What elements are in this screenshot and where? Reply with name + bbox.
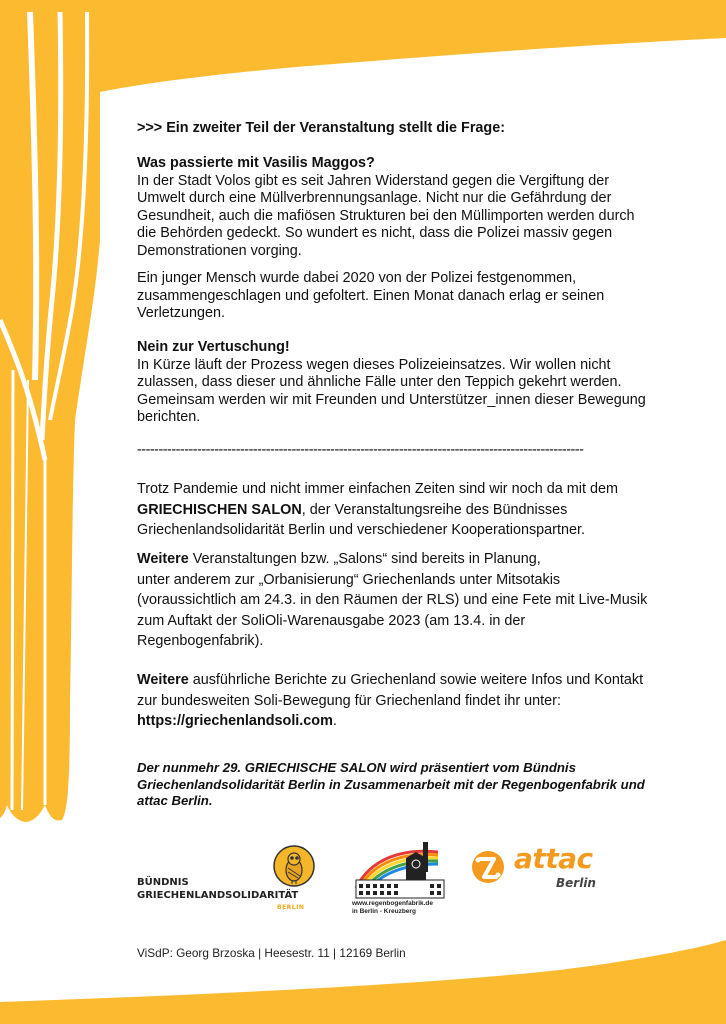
closing-line: Griechenlandsolidarität Berlin in Zusammenarbeit mit der Regenbogenfabrik und: [137, 776, 645, 792]
section-salon: [137, 479, 657, 541]
paragraph-line: Gesundheit, auch die mafiösen Strukturen bei den Müllimporten werden durch: [137, 207, 635, 224]
paragraph-line: (voraussichtlich am 24.3. in den Räumen der RLS) und eine Fete mit Live-Musik: [137, 592, 648, 609]
footer-imprint: ViSdP: Georg Brzoska | Heesestr. 11 | 12169 Berlin: [137, 946, 406, 960]
paragraph-line: zusammengeschlagen und gefoltert. Einen Monat danach erlag er seinen: [137, 287, 605, 304]
paragraph-line: Verletzungen.: [137, 305, 226, 322]
paragraph-line: In der Stadt Volos gibt es seit Jahren Widerstand gegen die Vergiftung der: [137, 172, 609, 189]
website-link[interactable]: https://griechenlandsoli.com: [137, 713, 333, 730]
attac-name: attac: [514, 842, 593, 875]
closing-block: [137, 760, 657, 810]
paragraph-line: In Kürze läuft der Prozess wegen dieses Polizeieinsatzes. Wir wollen nicht: [137, 356, 611, 373]
curtain-pleat: [12, 370, 13, 810]
paragraph-line: [137, 711, 657, 732]
rainbow-factory-icon: [350, 840, 460, 900]
attac-city: Berlin: [556, 876, 596, 890]
attac-swirl-icon: [470, 849, 506, 885]
paragraph-line: Regenbogenfabrik).: [137, 633, 264, 650]
closing-line: Der nunmehr 29. GRIECHISCHE SALON wird präsentiert vom Bündnis: [137, 760, 576, 775]
buendnis-line2: GRIECHENLANDSOLIDARITÄT: [137, 890, 299, 901]
paragraph-line: Ein junger Mensch wurde dabei 2020 von der Polizei festgenommen,: [137, 270, 577, 286]
paragraph-line: Trotz Pandemie und nicht immer einfachen Zeiten sind wir noch da mit dem: [137, 481, 618, 497]
partner-logos: [137, 840, 617, 920]
section-title: Nein zur Vertuschung!: [137, 339, 290, 355]
owl-icon: [272, 844, 316, 888]
section-weitere-berichte: [137, 670, 657, 732]
intro-heading: >>> Ein zweiter Teil der Veranstaltung stellt die Frage:: [137, 120, 506, 136]
paragraph-line: Gemeinsam werden wir mit Freunden und Unterstützer_innen dieser Bewegung: [137, 391, 646, 408]
paragraph-line: zum Auftakt der SoliOli-Warenausgabe 2023 (am 13.4. in der: [137, 612, 526, 629]
divider-block: [137, 442, 657, 460]
paragraph-text: ausführliche Berichte zu Griechenland sowie weitere Infos und Kontakt: [188, 672, 644, 688]
regenbogenfabrik-url: www.regenbogenfabrik.de: [352, 900, 434, 907]
salon-name: GRIECHISCHEN SALON: [137, 501, 302, 518]
paragraph-line: Demonstrationen vorging.: [137, 242, 302, 259]
paragraph-line: unter anderem zur „Orbanisierung“ Griechenlands unter Mitsotakis: [137, 571, 561, 588]
paragraph-line: zulassen, dass dieser und ähnliche Fälle unter den Teppich gekehrt werden.: [137, 374, 622, 391]
section-weitere-veranstaltungen: [137, 549, 657, 652]
paragraph-line: Umwelt durch eine Müllverbrennungsanlage. Nicht nur die Gefährdung der: [137, 190, 612, 207]
paragraph-line: [137, 670, 657, 691]
buendnis-logo: [137, 840, 317, 916]
buendnis-line1: BÜNDNIS: [137, 877, 189, 888]
paragraph-line: berichten.: [137, 409, 201, 426]
section-title: Was passierte mit Vasilis Maggos?: [137, 155, 375, 171]
section-vertuschung: [137, 339, 657, 427]
dashed-divider: --------------------------------------------------------------------------------------------------------: [137, 442, 584, 458]
paragraph-line: [137, 500, 657, 521]
buendnis-line3: BERLIN: [277, 904, 305, 911]
emphasis-word: Weitere: [137, 672, 189, 688]
section-vasilis: [137, 155, 657, 261]
paragraph-line: [137, 549, 657, 570]
paragraph-text: .: [332, 713, 337, 730]
intro-block: [137, 120, 657, 138]
paragraph-text: , der Veranstaltungsreihe des Bündnisses: [301, 501, 568, 518]
paragraph-text: Veranstaltungen bzw. „Salons“ sind bereits in Planung,: [188, 551, 541, 567]
section-arrest: [137, 270, 657, 323]
regenbogenfabrik-logo: [350, 840, 460, 920]
emphasis-word: Weitere: [137, 551, 189, 567]
paragraph-line: die Behörden gedeckt. So wundert es nicht, dass die Polizei massiv gegen: [137, 225, 613, 242]
paragraph-line: zur bundesweiten Soli-Bewegung für Griechenland findet ihr unter:: [137, 692, 561, 709]
regenbogenfabrik-location: in Berlin - Kreuzberg: [352, 908, 416, 915]
attac-logo: [470, 842, 600, 900]
closing-line: attac Berlin.: [137, 793, 213, 809]
top-band: [0, 0, 726, 92]
paragraph-line: Griechenlandsolidarität Berlin und verschiedener Kooperationspartner.: [137, 522, 585, 539]
